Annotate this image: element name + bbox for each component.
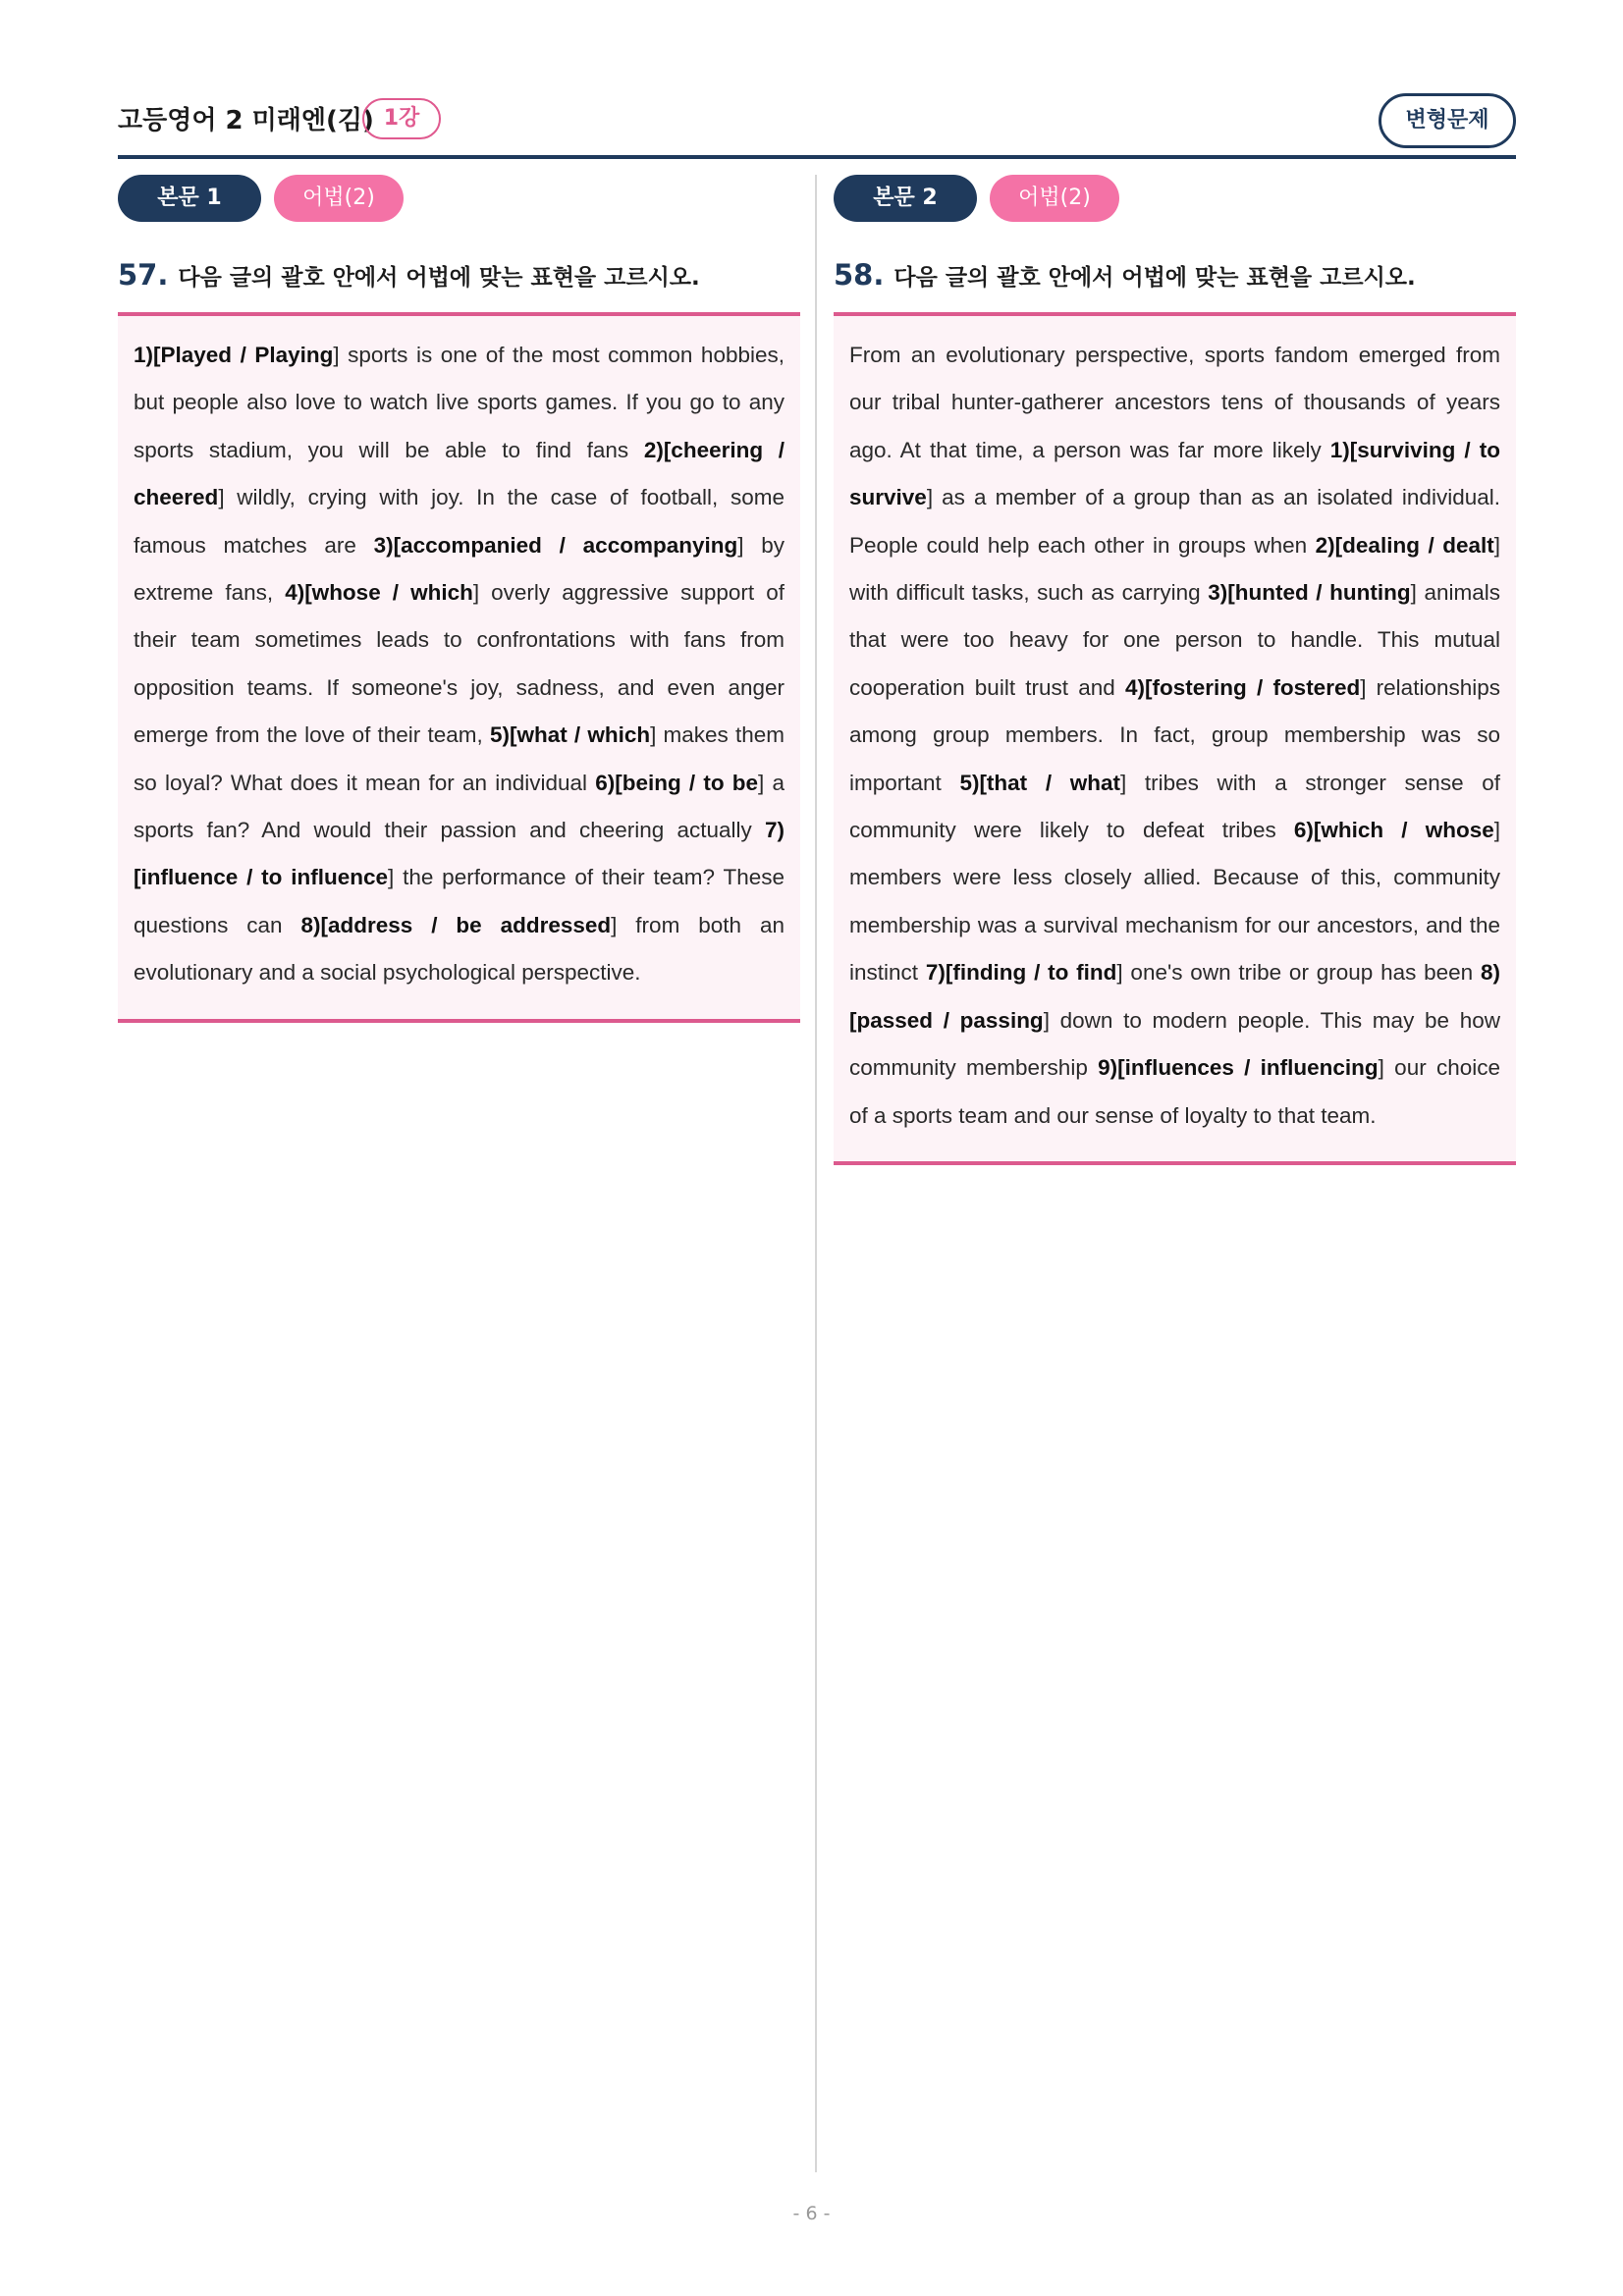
question-heading	[118, 255, 800, 294]
question-number: 58.	[834, 258, 885, 292]
passage-text	[134, 332, 784, 997]
page-title: 고등영어 2 미래엔(김)	[118, 106, 374, 135]
blank-choice: 3)[accompanied / accompanying	[373, 532, 738, 558]
blank-choice: 7)[influence / to influence	[134, 818, 784, 890]
blank-choice: 1)[surviving / to survive	[849, 437, 1500, 510]
type-badge: 변형문제	[1379, 93, 1516, 148]
passage-text	[849, 332, 1500, 1140]
text-tag: 본문 2	[834, 175, 977, 222]
blank-choice: 1)[Played / Playing	[134, 343, 334, 367]
passage-segment: ] as a member of a group than as an isolated individual. People could help each other in groups when	[849, 485, 1500, 558]
header-divider	[118, 155, 1516, 159]
blank-choice: 5)[what / which	[489, 722, 651, 748]
left-column	[118, 175, 800, 1023]
passage-segment: ] animals that were too heavy for one person to handle. This mutual cooperation built trust and	[849, 580, 1500, 700]
passage-segment: ] overly aggressive support of their team sometimes leads to confrontations with fans from opposition teams. If someone's joy, sadness, and even anger emerge from the love of their team,	[134, 580, 784, 748]
blank-choice: 6)[being / to be	[595, 770, 759, 795]
blank-choice: 6)[which / whose	[1293, 818, 1494, 843]
page-number: - 6 -	[792, 2203, 831, 2224]
blank-choice: 9)[influences / influencing	[1098, 1055, 1379, 1081]
blank-choice: 3)[hunted / hunting	[1208, 580, 1411, 606]
passage-box	[118, 312, 800, 1023]
passage-segment: ] by extreme fans,	[134, 532, 784, 606]
passage-segment: ] sports is one of the most common hobbies, but people also love to watch live sports games. If you go to any sports stadium, you will be able to find fans	[134, 343, 785, 462]
question-instruction: 다음 글의 괄호 안에서 어법에 맞는 표현을 고르시오.	[178, 265, 700, 291]
lesson-badge: 1강	[362, 98, 441, 139]
blank-choice: 4)[fostering / fostered	[1125, 674, 1361, 700]
blank-choice: 2)[dealing / dealt	[1315, 532, 1494, 558]
passage-segment: ] relationships among group members. In fact, group membership was so important	[849, 674, 1501, 795]
passage-segment: ] members were less closely allied. Because of this, community membership was a survival mechanism for our ancestors, and the instinct	[849, 818, 1500, 986]
passage-segment: ] from both an evolutionary and a social psychological perspective.	[134, 912, 784, 986]
passage-box	[834, 312, 1516, 1165]
blank-choice: 7)[finding / to find	[925, 960, 1117, 986]
passage-segment: ] our choice of a sports team and our sense of loyalty to that team.	[849, 1055, 1501, 1128]
category-tag: 어법(2)	[990, 175, 1119, 222]
passage-segment: ] down to modern people. This may be how community membership	[849, 1007, 1500, 1081]
blank-choice: 4)[whose / which	[285, 580, 473, 606]
passage-segment: ] the performance of their team? These questions can	[134, 865, 784, 937]
passage-segment: ] one's own tribe or group has been	[1116, 960, 1481, 986]
passage-segment: ] makes them so loyal? What does it mean for an individual	[134, 722, 784, 795]
category-tag: 어법(2)	[274, 175, 404, 222]
tag-row	[834, 175, 1516, 222]
passage-segment: ] tribes with a stronger sense of community were likely to defeat tribes	[849, 770, 1500, 843]
tag-row	[118, 175, 800, 222]
question-instruction: 다음 글의 괄호 안에서 어법에 맞는 표현을 고르시오.	[893, 265, 1416, 291]
text-tag: 본문 1	[118, 175, 261, 222]
passage-segment: ] with difficult tasks, such as carrying	[849, 532, 1500, 606]
column-divider	[815, 175, 817, 2172]
blank-choice: 5)[that / what	[959, 770, 1120, 795]
blank-choice: 8)[passed / passing	[849, 960, 1500, 1033]
right-column	[834, 175, 1516, 1165]
blank-choice: 2)[cheering / cheered	[134, 437, 784, 510]
question-heading	[834, 255, 1516, 294]
question-number: 57.	[118, 258, 169, 292]
blank-choice: 8)[address / be addressed	[300, 912, 612, 937]
passage-segment: From an evolutionary perspective, sports fandom emerged from our tribal hunter-gatherer ancestors tens of thousands of years ago. At that time, a person was far more likely	[849, 343, 1500, 462]
passage-segment: ] wildly, crying with joy. In the case of football, some famous matches are	[134, 485, 784, 558]
passage-segment: ] a sports fan? And would their passion and cheering actually	[134, 770, 785, 843]
